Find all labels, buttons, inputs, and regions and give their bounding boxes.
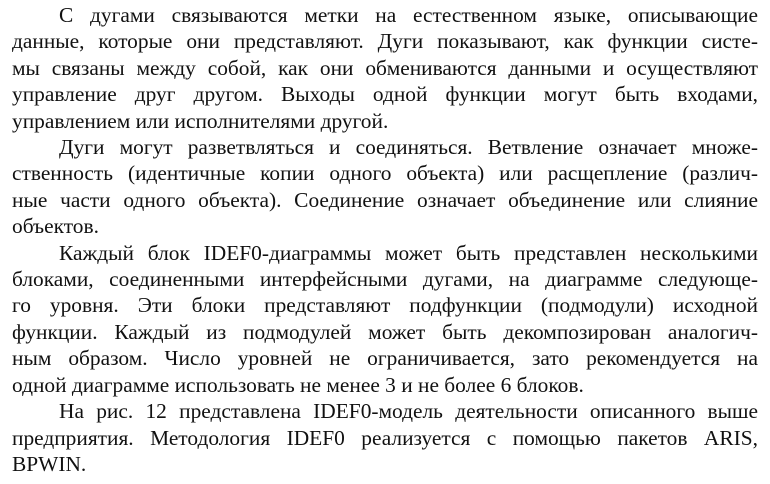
- text-line: Дуги могут разветвляться и соединяться. Ветвление означает множе-: [59, 135, 758, 160]
- text-line: BPWIN.: [12, 451, 87, 476]
- text-line: На рис. 12 представлена IDEF0-модель деятельности описанного выше: [59, 399, 758, 424]
- text-line: ные части одного объекта). Соединение означает объединение или слияние: [12, 187, 758, 212]
- text-line: управлением или исполнителями другой.: [12, 108, 389, 133]
- text-line: функции. Каждый из подмодулей может быть декомпозирован аналогич-: [12, 319, 758, 344]
- text-line: мы связаны между собой, как они обмениваются данными и осуществляют: [12, 55, 758, 80]
- text-line: ным образом. Число уровней не ограничивается, зато рекомендуется на: [12, 346, 758, 371]
- text-line: объектов.: [12, 214, 99, 239]
- text-line: С дугами связываются метки на естественном языке, описывающие: [59, 3, 758, 27]
- text-line: ственность (идентичные копии одного объекта) или расщепление (различ-: [12, 161, 758, 186]
- text-line: блоками, соединенными интерфейсными дугами, на диаграмме следующе-: [12, 267, 758, 292]
- text-line: предприятия. Методология IDEF0 реализуется с помощью пакетов ARIS,: [12, 425, 758, 450]
- paragraph-figure-reference: [12, 398, 758, 477]
- paragraph-arcs-labels: [12, 2, 758, 134]
- text-line: Каждый блок IDEF0-диаграммы может быть представлен несколькими: [59, 240, 758, 265]
- paragraph-arcs-branching: [12, 134, 758, 240]
- text-line: данные, которые они представляют. Дуги показывают, как функции систе-: [12, 29, 758, 54]
- text-line: управление друг другом. Выходы одной функции могут быть входами,: [12, 82, 758, 107]
- text-line: одной диаграмме использовать не менее 3 и не более 6 блоков.: [12, 372, 584, 397]
- text-line: го уровня. Эти блоки представляют подфункции (подмодули) исходной: [12, 293, 758, 318]
- paragraph-idef0-decomposition: [12, 240, 758, 398]
